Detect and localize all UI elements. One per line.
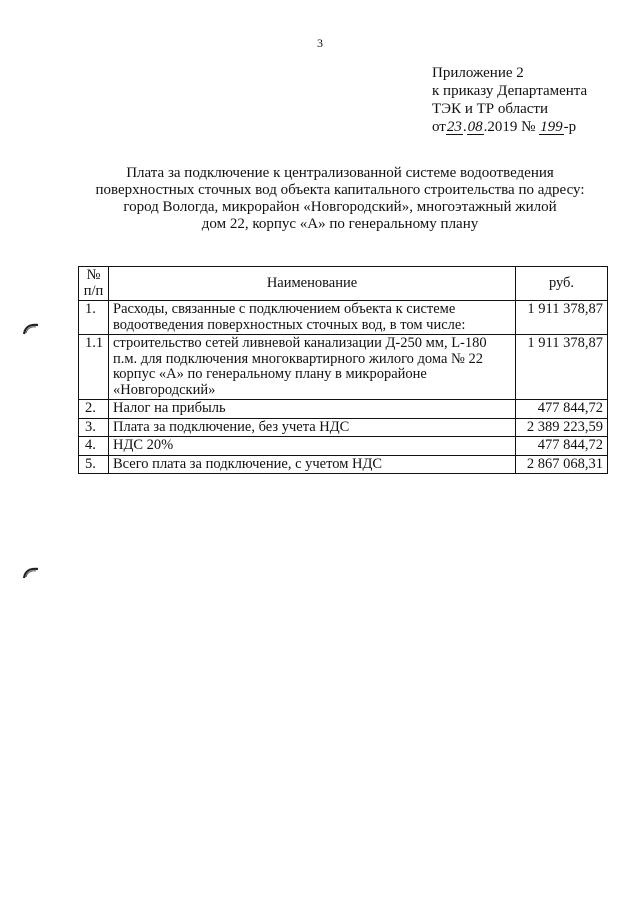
appendix-order-ref: к приказу Департамента bbox=[432, 83, 588, 99]
row-num: 5. bbox=[79, 455, 109, 474]
appendix-title: Приложение 2 bbox=[432, 65, 524, 81]
row-sum: 1 911 378,87 bbox=[516, 301, 608, 335]
row-name: Налог на прибыль bbox=[109, 400, 516, 419]
table-row bbox=[79, 400, 608, 419]
row-name: Плата за подключение, без учета НДС bbox=[109, 418, 516, 437]
row-num: 2. bbox=[79, 400, 109, 419]
header-name: Наименование bbox=[109, 267, 516, 301]
row-name: НДС 20% bbox=[109, 437, 516, 456]
row-sum: 477 844,72 bbox=[516, 437, 608, 456]
row-name: строительство сетей ливневой канализации Д-250 мм, L-180 п.м. для подключения многоквартирного жилого дома № 22 корпус «А» по генеральному плану в микрорайоне «Новгородский» bbox=[109, 335, 516, 400]
table-row bbox=[79, 301, 608, 335]
title-line: дом 22, корпус «А» по генеральному плану bbox=[201, 216, 479, 232]
page-number: 3 bbox=[317, 36, 323, 50]
row-name: Всего плата за подключение, с учетом НДС bbox=[109, 455, 516, 474]
title-line: город Вологда, микрорайон «Новгородский», многоэтажный жилой bbox=[123, 199, 557, 215]
date-prefix: от bbox=[432, 119, 446, 135]
row-sum: 2 867 068,31 bbox=[516, 455, 608, 474]
title-line: Плата за подключение к централизованной системе водоотведения bbox=[126, 165, 554, 181]
handwritten-day: 23 bbox=[446, 119, 462, 135]
document-title bbox=[60, 165, 620, 233]
row-sum: 477 844,72 bbox=[516, 400, 608, 419]
order-suffix: -р bbox=[563, 119, 577, 135]
row-num: 1. bbox=[79, 301, 109, 335]
title-line: поверхностных сточных вод объекта капитального строительства по адресу: bbox=[95, 182, 585, 198]
table-header-row bbox=[79, 267, 608, 301]
row-sum: 1 911 378,87 bbox=[516, 335, 608, 400]
punch-hole-mark bbox=[22, 566, 40, 580]
table-row bbox=[79, 437, 608, 456]
punch-hole-mark bbox=[22, 322, 40, 336]
row-sum: 2 389 223,59 bbox=[516, 418, 608, 437]
row-num: 3. bbox=[79, 418, 109, 437]
year-and-number-sign: .2019 № bbox=[483, 119, 536, 135]
header-sum: руб. bbox=[516, 267, 608, 301]
appendix-date-line bbox=[432, 118, 587, 136]
table-row bbox=[79, 418, 608, 437]
table-row bbox=[79, 455, 608, 474]
row-name: Расходы, связанные с подключением объекта к системе водоотведения поверхностных сточных вод, в том числе: bbox=[109, 301, 516, 335]
cost-table bbox=[78, 266, 608, 474]
row-num: 1.1 bbox=[79, 335, 109, 400]
header-num: № п/п bbox=[79, 267, 109, 301]
appendix-department: ТЭК и ТР области bbox=[432, 101, 548, 117]
row-num: 4. bbox=[79, 437, 109, 456]
handwritten-month: 08 bbox=[467, 119, 483, 135]
table-row bbox=[79, 335, 608, 400]
appendix-block bbox=[432, 64, 587, 136]
date-dot: . bbox=[462, 119, 467, 135]
handwritten-order-number: 199 bbox=[540, 119, 563, 135]
